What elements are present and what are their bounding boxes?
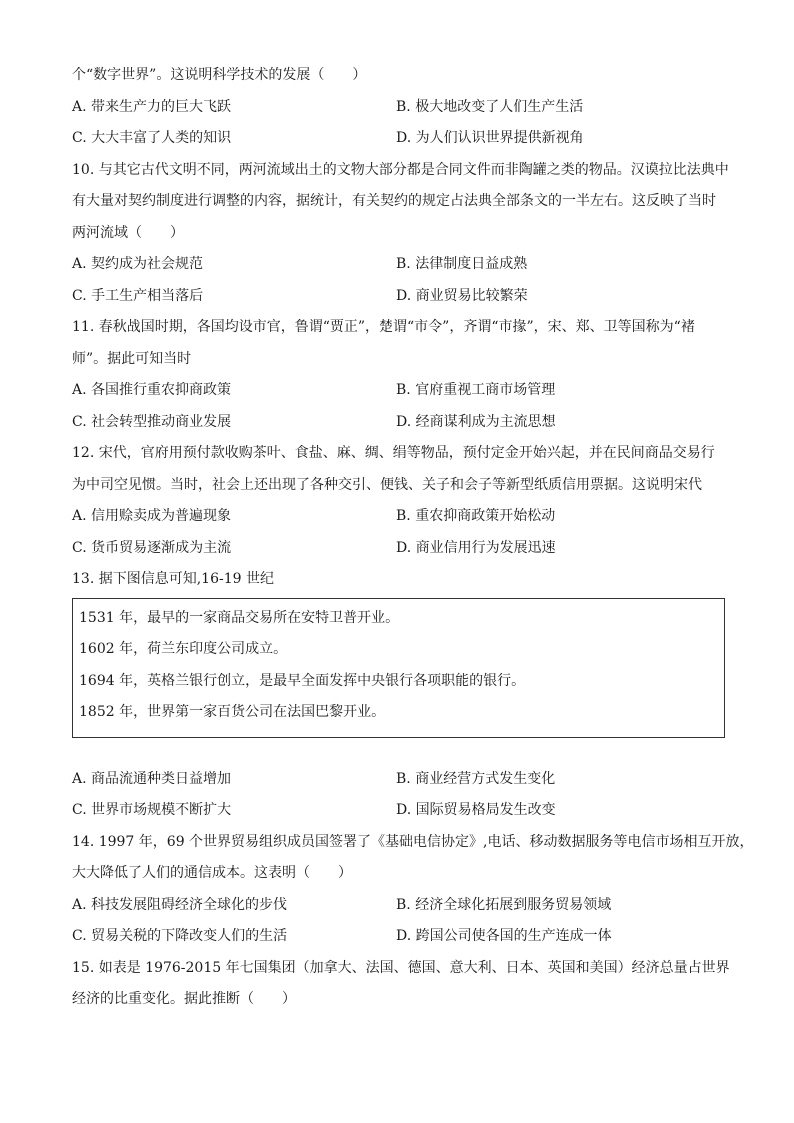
options-row [72,923,722,955]
option-c: C. 手工生产相当落后 [72,287,204,304]
option-c: C. 货币贸易逐渐成为主流 [72,539,232,556]
options-row [72,125,722,157]
question-14 [72,829,754,955]
material-entry: 1694 年，英格兰银行创立，是最早全面发挥中央银行各项职能的银行。 [79,672,526,689]
option-b: B. 极大地改变了人们生产生活 [396,98,584,115]
question-stem-line: 经济的比重变化。据此推断（ ） [72,991,296,1007]
question-12 [72,440,722,566]
option-d: D. 国际贸易格局发生改变 [396,802,556,818]
option-a: A. 商品流通种类日益增加 [72,770,232,787]
option-a: A. 契约成为社会规范 [72,256,204,272]
option-c: C. 社会转型推动商业发展 [72,413,232,430]
question-stem-line: 15. 如表是 1976-2015 年七国集团（加拿大、法国、德国、意大利、日本、英国和美国）经济总量占世界 [72,959,730,976]
question-11 [72,314,722,440]
option-c: C. 世界市场规模不断扩大 [72,802,232,818]
option-d: D. 为人们认识世界提供新视角 [396,130,584,146]
material-box [72,598,725,738]
question-stem-line: 为中司空见惯。当时，社会上还出现了各种交引、便钱、关子和会子等新型纸质信用票据。这说明宋代 [72,476,702,493]
options-row [72,409,722,441]
options-row [72,251,722,283]
options-row [72,797,722,829]
options-row [72,283,722,315]
option-a: A. 科技发展阻碍经济全球化的步伐 [72,896,288,913]
option-d: D. 跨国公司使各国的生产连成一体 [396,928,612,944]
option-d: D. 经商谋利成为主流思想 [396,413,556,430]
option-a: A. 带来生产力的巨大飞跃 [72,98,232,115]
question-stem-line: 11. 春秋战国时期，各国均设市官，鲁谓“贾正”，楚谓“市令”，齐谓“市掾”，宋、郑、卫等国称为“褚 [72,319,695,335]
option-b: B. 经济全球化拓展到服务贸易领域 [396,896,612,913]
question-9-continuation [72,62,722,157]
options-row [72,377,722,409]
material-entry: 1531 年，最早的一家商品交易所在安特卫普开业。 [79,609,400,626]
question-stem-line: 大大降低了人们的通信成本。这表明（ ） [72,865,352,881]
option-c: C. 大大丰富了人类的知识 [72,130,232,146]
question-stem-line: 有大量对契约制度进行调整的内容，据统计，有关契约的规定占法典全部条文的一半左右。这反映了当时 [72,193,716,209]
question-stem-line: 12. 宋代，官府用预付款收购茶叶、食盐、麻、绸、绢等物品，预付定金开始兴起，并在民间商品交易行 [72,445,715,461]
options-row [72,535,722,567]
question-stem-line: 10. 与其它古代文明不同，两河流域出土的文物大部分都是合同文件而非陶罐之类的物品。汉谟拉比法典中 [72,161,729,178]
option-b: B. 官府重视工商市场管理 [396,382,556,398]
question-15 [72,955,730,1018]
option-b: B. 重农抑商政策开始松动 [396,508,556,524]
question-stem-line: 师”。据此可知当时 [72,350,192,367]
option-d: D. 商业贸易比较繁荣 [396,287,528,304]
option-b: B. 法律制度日益成熟 [396,256,528,272]
question-stem-line: 13. 据下图信息可知,16-19 世纪 [72,571,274,587]
options-row [72,766,722,798]
exam-page [72,62,754,1018]
question-stem-line: 个“数字世界”。这说明科学技术的发展（ ） [72,67,367,83]
material-entry: 1602 年，荷兰东印度公司成立。 [79,641,288,657]
material-entry: 1852 年，世界第一家百货公司在法国巴黎开业。 [79,704,386,720]
option-d: D. 商业信用行为发展迅速 [396,539,556,556]
question-stem-line: 两河流域（ ） [72,224,184,241]
option-a: A. 信用赊卖成为普遍现象 [72,508,232,524]
options-row [72,892,722,924]
question-10 [72,157,729,315]
question-13 [72,566,722,829]
options-row [72,94,722,126]
option-c: C. 贸易关税的下降改变人们的生活 [72,928,288,944]
option-a: A. 各国推行重农抑商政策 [72,382,232,398]
options-row [72,503,722,535]
question-stem-line: 14. 1997 年，69 个世界贸易组织成员国签署了《基础电信协定》,电话、移动数据服务等电信市场相互开放， [72,833,754,850]
option-b: B. 商业经营方式发生变化 [396,770,556,787]
